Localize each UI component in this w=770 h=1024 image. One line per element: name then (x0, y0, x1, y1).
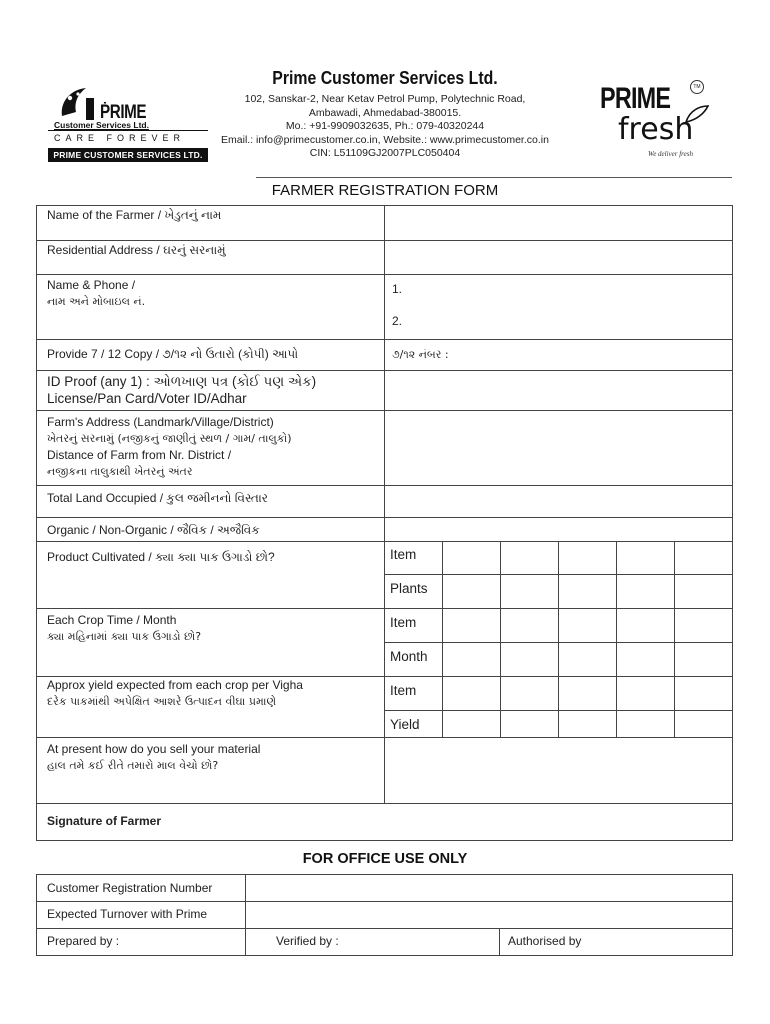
yield-yield-label: Yield (390, 717, 420, 732)
phone-1-label: 1. (392, 282, 403, 296)
item-column-divider (674, 541, 675, 737)
phone-2-label: 2. (392, 314, 403, 328)
farmer-name-label (47, 207, 221, 224)
crop-time-line2: ક્યા મહિનામાં ક્યા પાક ઉગાડો છો? (47, 629, 202, 643)
crop-month-label: Month (390, 649, 428, 664)
signature-label: Signature of Farmer (47, 814, 162, 828)
farmer-name-text: Name of the Farmer / ખેડુતનું નામ (47, 208, 222, 222)
farm-address-field[interactable] (385, 411, 731, 485)
authorised-label: Authorised by (508, 934, 582, 948)
company-cin: CIN: L51109GJ2007PLC050404 (309, 147, 461, 159)
header-divider (256, 177, 732, 178)
logo-subtitle: Customer Services Ltd. (54, 120, 149, 130)
item-column-divider (500, 541, 501, 737)
id-proof-field[interactable] (385, 371, 731, 410)
company-name: Prime Customer Services Ltd. (272, 68, 498, 88)
name-phone-label (47, 277, 145, 310)
yield-item-label: Item (390, 683, 417, 698)
name-phone-en: Name & Phone / (47, 278, 136, 292)
product-item-label: Item (390, 547, 417, 562)
copy-label: Provide 7 / 12 Copy / ૭/૧૨ નો ઉતારો (કોપી) આપો (47, 347, 299, 361)
id-proof-line1: ID Proof (any 1) : ઓળખાણ પત્ર (કોઈ પણ એક) (47, 374, 317, 389)
copy-number-label: ૭/૧૨ નંબર : (392, 348, 449, 361)
form-title: FARMER REGISTRATION FORM (271, 182, 499, 199)
crop-time-label (47, 612, 201, 645)
office-row-divider (36, 928, 732, 929)
office-column-divider (499, 928, 500, 955)
product-label: Product Cultivated / ક્યા ક્યા પાક ઉગાડો છો? (47, 550, 275, 564)
address-text: Residential Address / ઘરનું સરનામું (47, 243, 226, 257)
company-email-web: Email.: info@primecustomer.co.in, Website.: www.primecustomer.co.in (221, 133, 549, 146)
name-phone-gu: નામ અને મોબાઇલ નં. (47, 294, 146, 308)
farm-address-line2: ખેતરનું સરનામું (નજીકનું જાણીતું સ્થળ / ગામ/ તાલુકો) (47, 431, 292, 445)
logo-bar: PRIME CUSTOMER SERVICES LTD. (48, 148, 208, 162)
turnover-field[interactable] (246, 902, 731, 928)
address-field[interactable] (385, 241, 731, 274)
turnover-label: Expected Turnover with Prime (47, 907, 208, 921)
sell-label (47, 741, 260, 774)
logo-mark-icon (56, 86, 96, 120)
organic-label: Organic / Non-Organic / જૈવિક / અજૈવિક (47, 523, 260, 537)
copy-number-field[interactable] (470, 340, 730, 370)
farmer-name-field[interactable] (385, 206, 731, 240)
land-field[interactable] (385, 486, 731, 517)
item-column-divider (616, 541, 617, 737)
yield-line1: Approx yield expected from each crop per Vigha (47, 678, 303, 692)
logo-divider (48, 130, 208, 131)
land-label: Total Land Occupied / કુલ જમીનનો વિસ્તાર (47, 491, 268, 505)
logo-tagline: CARE FOREVER (54, 133, 186, 143)
prepared-label: Prepared by : (47, 934, 120, 948)
logo-wordmark: ṖRIME (100, 102, 147, 123)
farm-address-line1: Farm's Address (Landmark/Village/District) (47, 415, 274, 429)
farm-address-line3: Distance of Farm from Nr. District / (47, 448, 232, 462)
registration-label: Customer Registration Number (47, 881, 213, 895)
organic-field[interactable] (385, 518, 731, 541)
sell-line2: હાલ તમે કઈ રીતે તમારો માલ વેચો છો? (47, 758, 219, 772)
trademark-mark: TM (690, 80, 704, 94)
crop-time-line1: Each Crop Time / Month (47, 613, 177, 627)
company-address-line1: 102, Sanskar-2, Near Ketav Petrol Pump, Polytechnic Road, (244, 93, 526, 105)
prime-fresh-word1: PRIME (600, 82, 671, 115)
yield-line2: દરેક પાકમાંથી અપેક્ષિત આશરે ઉત્પાદન વીઘા પ્રમાણે (47, 694, 277, 708)
crop-item-label: Item (390, 615, 417, 630)
sell-line1: At present how do you sell your material (47, 742, 261, 756)
company-info (200, 68, 570, 161)
item-column-divider (558, 541, 559, 737)
prime-fresh-word2: fresh (618, 112, 694, 147)
farm-address-label (47, 414, 292, 480)
item-column-divider (442, 541, 443, 737)
verified-label: Verified by : (276, 934, 339, 948)
company-phone: Mo.: +91-9909032635, Ph.: 079-40320244 (285, 120, 485, 132)
company-logo-left (48, 84, 208, 164)
address-label (47, 242, 226, 259)
farm-address-line4: નજીકના તાલુકાથી ખેતરનું અંતર (47, 464, 193, 478)
yield-label (47, 677, 303, 710)
product-plants-label: Plants (390, 581, 428, 596)
prime-fresh-tagline: We deliver fresh (648, 150, 693, 158)
signature-field[interactable] (385, 804, 731, 839)
phone-field[interactable] (400, 275, 730, 339)
prime-fresh-logo (598, 80, 718, 160)
company-address-line2: Ambawadi, Ahmedabad-380015. (308, 106, 462, 119)
registration-field[interactable] (246, 875, 731, 901)
id-proof-line2: License/Pan Card/Voter ID/Adhar (47, 391, 247, 406)
sell-field[interactable] (385, 738, 731, 803)
id-proof-label (47, 373, 316, 407)
office-title: FOR OFFICE USE ONLY (302, 851, 468, 867)
